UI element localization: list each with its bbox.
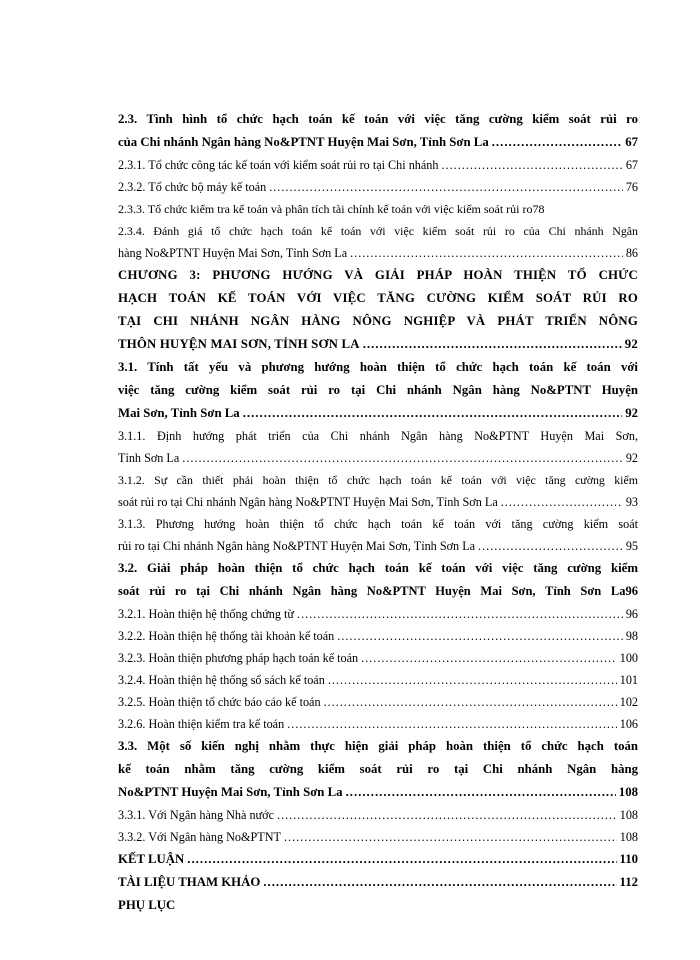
dot-leader: [478, 535, 623, 557]
toc-entry-title: 3.3.1. Với Ngân hàng Nhà nước: [118, 808, 275, 822]
dot-leader: [350, 242, 623, 264]
toc-entry-title: 3.2.2. Hoàn thiện hệ thống tài khoản kế toán: [118, 629, 335, 643]
toc-page-number: 100: [619, 651, 638, 665]
dot-leader: [328, 669, 617, 691]
toc-page-number: 98: [625, 629, 638, 643]
chapter-title-line: TẠI CHI NHÁNH NGÂN HÀNG NÔNG NGHIỆP VÀ PHÁT TRIỂN NÔNG: [118, 314, 638, 328]
toc-entry-title-line: hàng No&PTNT Huyện Mai Sơn, Tỉnh Sơn La: [118, 246, 348, 260]
toc-entry-references: [118, 871, 638, 894]
toc-entry-3-2-1: [118, 603, 638, 625]
toc-entry-3-1-1: [118, 425, 638, 469]
toc-page-number: 67: [625, 158, 638, 172]
toc-entry-title-line: 3.3. Một số kiến nghị nhằm thực hiện giải pháp hoàn thiện tổ chức hạch toán: [118, 739, 638, 753]
toc-entry-title-line: soát rủi ro tại Chi nhánh Ngân hàng No&PTNT Huyện Mai Sơn, Tỉnh Sơn La: [118, 495, 498, 509]
toc-entry-3-2-6: [118, 713, 638, 735]
toc-page-number: 67: [625, 135, 638, 149]
toc-page-number: 76: [625, 180, 638, 194]
dot-leader: [243, 402, 623, 425]
toc-entry-2-3-1: [118, 154, 638, 176]
toc-entry-title-line: 3.1.2. Sự cần thiết phải hoàn thiện tổ chức hạch toán kế toán với việc tăng cường kiểm: [118, 473, 638, 487]
toc-entry-title: 3.2.5. Hoàn thiện tổ chức báo cáo kế toán: [118, 695, 321, 709]
chapter-title-line: THÔN HUYỆN MAI SƠN, TỈNH SƠN LA: [118, 337, 360, 351]
toc-entry-appendix: PHỤ LỤC: [118, 898, 176, 912]
toc-page-number: 92: [624, 337, 638, 351]
dot-leader: [346, 781, 616, 804]
toc-page-number: 96: [625, 607, 638, 621]
dot-leader: [284, 826, 617, 848]
toc-entry-title-line: Mai Sơn, Tỉnh Sơn La: [118, 406, 240, 420]
chapter-title-line: HẠCH TOÁN KẾ TOÁN VỚI VIỆC TĂNG CƯỜNG KIỂM SOÁT RỦI RO: [118, 291, 638, 305]
toc-entry-title-line: rủi ro tại Chi nhánh Ngân hàng No&PTNT Huyện Mai Sơn, Tỉnh Sơn La: [118, 539, 476, 553]
toc-entry-title-line: 3.2. Giải pháp hoàn thiện tổ chức hạch toán kế toán với việc tăng cường kiểm: [118, 561, 638, 575]
toc-page-number: 101: [619, 673, 638, 687]
toc-page-number: 93: [625, 495, 638, 509]
toc-entry-3-2-5: [118, 691, 638, 713]
toc-entry-title: 2.3.1. Tổ chức công tác kế toán với kiểm soát rủi ro tại Chi nhánh: [118, 158, 439, 172]
toc-entry-title: 3.2.3. Hoàn thiện phương pháp hạch toán kế toán: [118, 651, 359, 665]
dot-leader: [182, 447, 623, 469]
dot-leader: [263, 871, 616, 894]
dot-leader: [501, 491, 623, 513]
dot-leader: [297, 603, 623, 625]
toc-entry-3-2-3: [118, 647, 638, 669]
toc-entry-title: KẾT LUẬN: [118, 852, 185, 866]
toc-entry-title-line: soát rủi ro tại Chi nhánh Ngân hàng No&PTNT Huyện Mai Sơn, Tỉnh Sơn La96: [118, 584, 638, 598]
dot-leader: [324, 691, 617, 713]
toc-entry-title-line: 2.3. Tình hình tổ chức hạch toán kế toán với việc tăng cường kiểm soát rủi ro: [118, 112, 638, 126]
toc-entry-title: 3.2.6. Hoàn thiện kiểm tra kế toán: [118, 717, 285, 731]
toc-entry-conclusion: [118, 848, 638, 871]
toc-chapter-3: [118, 264, 638, 356]
dot-leader: [361, 647, 617, 669]
dot-leader: [363, 333, 622, 356]
toc-page-number: 112: [619, 875, 638, 889]
toc-page-number: 86: [625, 246, 638, 260]
toc-entry-3-1-3: [118, 513, 638, 557]
toc-entry-3-2: [118, 557, 638, 603]
toc-page-number: 102: [619, 695, 638, 709]
toc-entry-3-3-2: [118, 826, 638, 848]
toc-entry-title: 3.3.2. Với Ngân hàng No&PTNT: [118, 830, 281, 844]
toc-entry-2-3-4: [118, 220, 638, 264]
toc-entry-title-line: việc tăng cường kiểm soát rủi ro tại Chi nhánh Ngân hàng No&PTNT Huyện: [118, 383, 638, 397]
toc-page-number: 106: [619, 717, 638, 731]
toc-entry-3-1-2: [118, 469, 638, 513]
toc-entry-2-3-3: 2.3.3. Tổ chức kiểm tra kế toán và phân tích tài chính kế toán với việc kiểm soát rủi ro78: [118, 202, 545, 216]
toc-entry-3-1: [118, 356, 638, 425]
toc-page-number: 108: [619, 830, 638, 844]
dot-leader: [277, 804, 617, 826]
toc-entry-3-2-2: [118, 625, 638, 647]
toc-entry-2-3: [118, 108, 638, 154]
dot-leader: [337, 625, 623, 647]
dot-leader: [187, 848, 616, 871]
toc-page-number: 108: [619, 808, 638, 822]
toc-entry-title-line: của Chi nhánh Ngân hàng No&PTNT Huyện Mai Sơn, Tỉnh Sơn La: [118, 135, 489, 149]
toc-entry-title-line: 3.1. Tính tất yếu và phương hướng hoàn thiện tổ chức hạch toán kế toán với: [118, 360, 638, 374]
toc-entry-title: 3.2.1. Hoàn thiện hệ thống chứng từ: [118, 607, 295, 621]
toc-page-number: 110: [619, 852, 638, 866]
dot-leader: [287, 713, 617, 735]
dot-leader: [269, 176, 623, 198]
toc-entry-title-line: 3.1.1. Định hướng phát triển của Chi nhánh Ngân hàng No&PTNT Huyện Mai Sơn,: [118, 429, 638, 443]
toc-entry-2-3-2: [118, 176, 638, 198]
toc-entry-3-3: [118, 735, 638, 804]
table-of-contents: [118, 108, 638, 917]
toc-page-number: 92: [625, 406, 638, 420]
toc-entry-title-line: No&PTNT Huyện Mai Sơn, Tỉnh Sơn La: [118, 785, 343, 799]
toc-entry-3-2-4: [118, 669, 638, 691]
toc-page-number: 108: [618, 785, 638, 799]
toc-entry-title: TÀI LIỆU THAM KHẢO: [118, 875, 261, 889]
toc-page-number: 95: [625, 539, 638, 553]
toc-page-number: 92: [625, 451, 638, 465]
toc-entry-title-line: 3.1.3. Phương hướng hoàn thiện tổ chức hạch toán kế toán với tăng cường kiểm soát: [118, 517, 638, 531]
dot-leader: [442, 154, 623, 176]
toc-entry-title-line: kế toán nhằm tăng cường kiểm soát rủi ro tại Chi nhánh Ngân hàng: [118, 762, 638, 776]
toc-entry-title-line: Tỉnh Sơn La: [118, 451, 180, 465]
toc-entry-title: 3.2.4. Hoàn thiện hệ thống sổ sách kế toán: [118, 673, 325, 687]
toc-entry-title: 2.3.2. Tổ chức bộ máy kế toán: [118, 180, 267, 194]
toc-entry-3-3-1: [118, 804, 638, 826]
chapter-title-line: CHƯƠNG 3: PHƯƠNG HƯỚNG VÀ GIẢI PHÁP HOÀN THIỆN TỔ CHỨC: [118, 268, 638, 282]
toc-entry-title-line: 2.3.4. Đánh giá tổ chức hạch toán kế toán với việc kiểm soát rủi ro của Chi nhánh Ngân: [118, 224, 638, 238]
dot-leader: [492, 131, 622, 154]
